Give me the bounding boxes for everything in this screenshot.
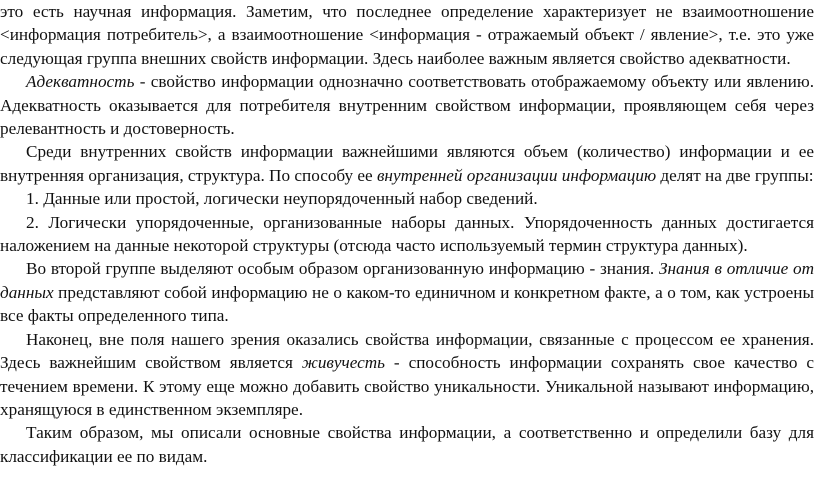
survivability-text: Наконец, вне поля нашего зрения оказались свойства информации, связанные с процессом ее хранения. Здесь важнейшим свойством является <box>0 329 814 373</box>
knowledge-text: Во второй группе выделяют особым образом организованную информацию - знания. <box>26 259 659 279</box>
list-item-2: 2. Логически упорядоченные, организованные наборы данных. Упорядоченность данных достигается наложением на данные некоторой структуры (отсюда часто используемый термин структура данных). <box>0 212 814 256</box>
term-internal-organization: внутренней организации информацию <box>376 165 657 185</box>
internal-properties-text: Среди внутренних свойств информации важнейшими являются объем (количество) информации и ее внутренняя организация, структура. По способу ее <box>0 142 814 185</box>
survivability-tail: - способность информации сохранять свое качество с течением времени. К этому еще можно добавить свойство уникальности. Уникальной называют информацию, хранящуюся в единственном экземпляре. <box>0 353 814 419</box>
list-item-1: 1. Данные или простой, логически неупорядоченный набор сведений. <box>26 189 538 209</box>
adequacy-definition: - свойство информации однозначно соответствовать отображаемому объекту или явлению. Адекватность оказывается для потребителя внутренним свойством информации, проявляющем себя через релевантность и достоверность. <box>0 72 814 139</box>
paragraph-survivability <box>0 328 814 422</box>
paragraph-knowledge <box>0 257 814 327</box>
term-adequacy: Адекватность <box>26 72 135 92</box>
knowledge-tail: представляют собой информацию не о каком-то единичном и конкретном факте, а о том, как устроены все факты определенного типа. <box>0 282 814 326</box>
paragraph-conclusion: Таким образом, мы описали основные свойства информации, а соответственно и определили базу для классификации ее по видам. <box>0 423 814 466</box>
paragraph-internal-properties <box>0 140 814 187</box>
paragraph-adequacy <box>0 70 814 140</box>
term-knowledge: Знания в отличие от данных <box>0 259 814 302</box>
paragraph-continuation: это есть научная информация. Заметим, что последнее определение характеризует не взаимоотношение <информация потребитель>, а взаимоотношение <информация - отражаемый объект / явление>, т.е. это уже следующая группа внешних свойств информации. Здесь наиболее важным является свойство адекватности. <box>0 2 814 68</box>
term-survivability: живучесть <box>301 353 385 373</box>
internal-properties-tail: делят на две группы: <box>656 165 814 185</box>
